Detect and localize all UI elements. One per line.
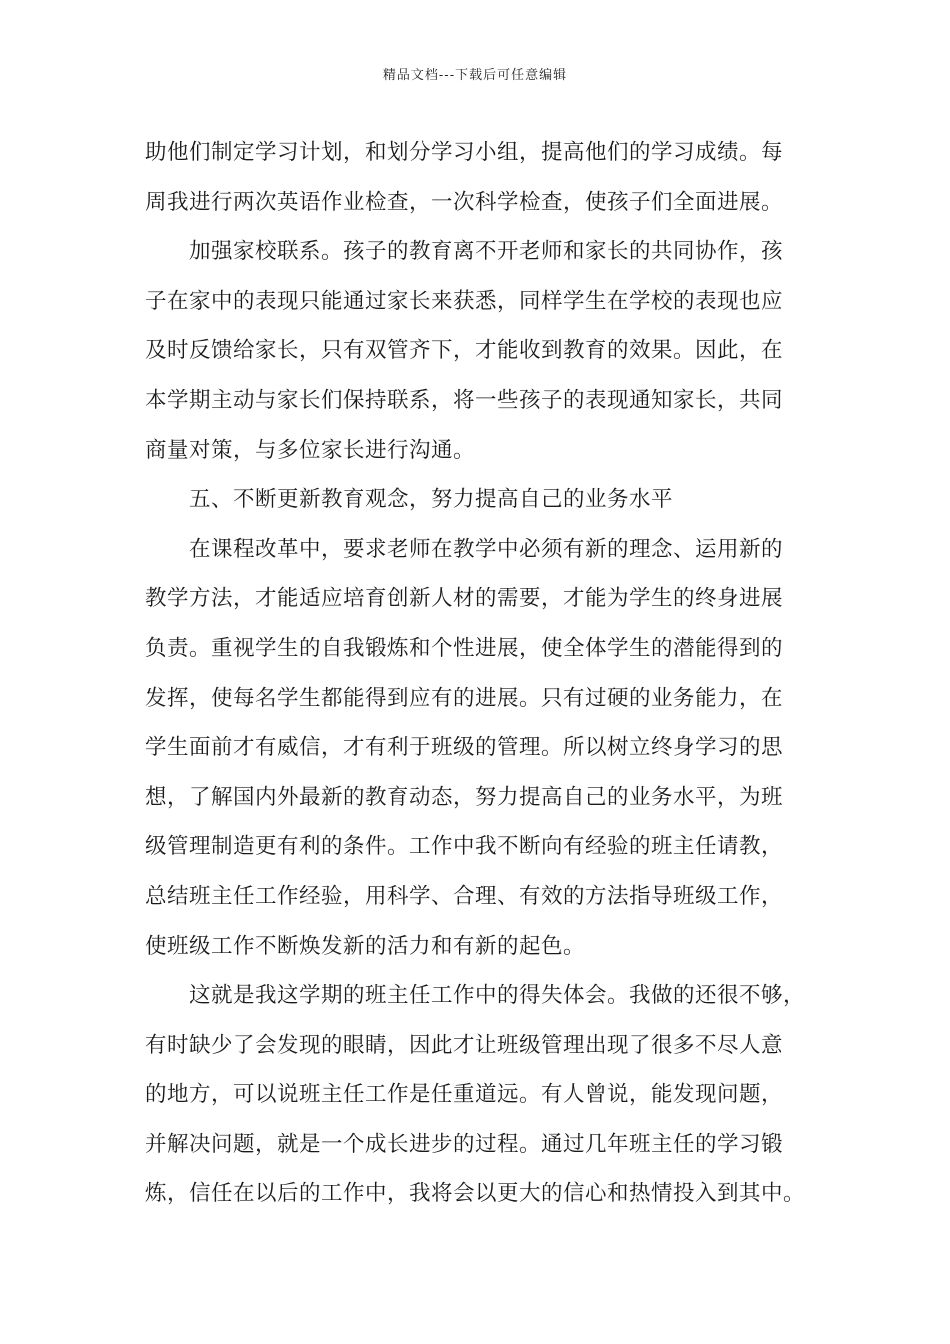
text-line: 本学期主动与家长们保持联系，将一些孩子的表现通知家长，共同 (145, 387, 784, 413)
text-line: 教学方法，才能适应培育创新人材的需要，才能为学生的终身进展 (145, 586, 784, 612)
text-line: 发挥，使每名学生都能得到应有的进展。只有过硬的业务能力，在 (145, 685, 784, 711)
text-line: 级管理制造更有利的条件。工作中我不断向有经验的班主任请教， (145, 834, 784, 860)
text-line: 负责。重视学生的自我锻炼和个性进展，使全体学生的潜能得到的 (145, 635, 784, 661)
text-line: 有时缺少了会发现的眼睛，因此才让班级管理出现了很多不尽人意 (145, 1032, 784, 1058)
text-line: 周我进行两次英语作业检查，一次科学检查，使孩子们全面进展。 (145, 189, 784, 215)
text-line: 的地方，可以说班主任工作是任重道远。有人曾说，能发现问题， (145, 1082, 784, 1108)
page-header: 精品文档---下载后可任意编辑 (382, 68, 568, 83)
text-line: 在课程改革中，要求老师在教学中必须有新的理念、运用新的 (189, 536, 784, 562)
text-line: 想，了解国内外最新的教育动态，努力提高自己的业务水平，为班 (145, 784, 784, 810)
text-line: 商量对策，与多位家长进行沟通。 (145, 437, 476, 463)
text-line: 助他们制定学习计划，和划分学习小组，提高他们的学习成绩。每 (145, 140, 784, 165)
text-line: 五、不断更新教育观念，努力提高自己的业务水平 (189, 487, 674, 513)
text-line: 学生面前才有威信，才有利于班级的管理。所以树立终身学习的思 (145, 735, 784, 761)
document-body (145, 128, 815, 1219)
text-line: 子在家中的表现只能通过家长来获悉，同样学生在学校的表现也应 (145, 288, 784, 314)
text-line: 这就是我这学期的班主任工作中的得失体会。我做的还很不够， (189, 983, 806, 1009)
text-line: 及时反馈给家长，只有双管齐下，才能收到教育的效果。因此，在 (145, 338, 784, 364)
text-line: 炼，信任在以后的工作中，我将会以更大的信心和热情投入到其中。 (145, 1181, 806, 1207)
text-line: 总结班主任工作经验，用科学、合理、有效的方法指导班级工作， (145, 883, 784, 909)
text-line: 使班级工作不断焕发新的活力和有新的起色。 (145, 933, 586, 959)
text-line: 并解决问题，就是一个成长进步的过程。通过几年班主任的学习锻 (145, 1131, 784, 1157)
text-line: 加强家校联系。孩子的教育离不开老师和家长的共同协作，孩 (189, 239, 784, 265)
